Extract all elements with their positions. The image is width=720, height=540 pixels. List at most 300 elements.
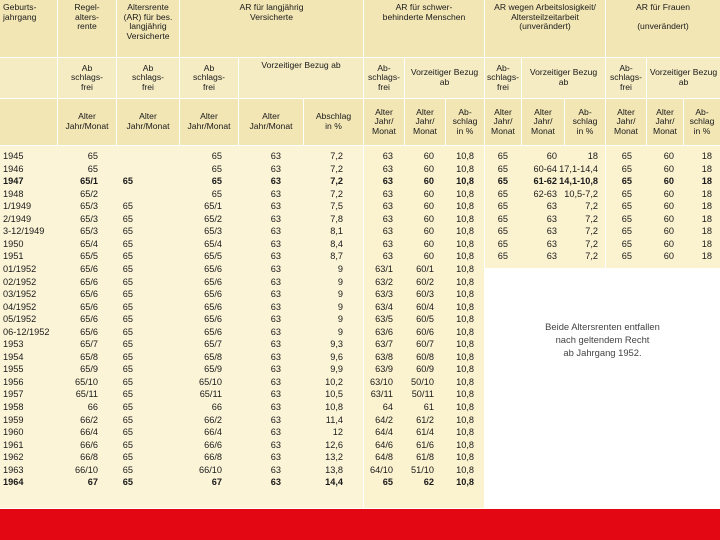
row-cell: 65 (497, 238, 508, 249)
row-cell: 63 (546, 238, 557, 249)
row-cell: 63 (382, 176, 393, 187)
row-cell: 65/5 (80, 251, 98, 262)
row-cell: 65 (382, 477, 393, 488)
row-cell: 65 (122, 364, 133, 375)
row-cell: 63 (270, 289, 281, 300)
row-cell: 65 (122, 452, 133, 463)
row-birth-year: 05/1952 (3, 314, 37, 325)
row-cell: 10,8 (456, 251, 474, 262)
row-cell: 60/8 (416, 351, 434, 362)
row-cell: 63 (546, 201, 557, 212)
row-cell: 8,4 (330, 238, 343, 249)
row-cell: 10,8 (456, 263, 474, 274)
row-cell: 61/8 (416, 452, 434, 463)
header-age: Alter Jahr/ Monat (405, 99, 445, 145)
row-cell: 10,8 (456, 326, 474, 337)
row-birth-year: 02/1952 (3, 276, 37, 287)
row-cell: 67 (87, 477, 98, 488)
row-cell: 60 (423, 201, 434, 212)
table-row (0, 238, 720, 251)
header-age: Alter Jahr/ Monat (606, 99, 646, 145)
row-cell: 65 (122, 414, 133, 425)
row-cell: 63 (270, 464, 281, 475)
table-row (0, 163, 720, 176)
row-cell: 63 (270, 439, 281, 450)
row-cell: 63/1 (375, 263, 393, 274)
row-cell: 65 (122, 389, 133, 400)
row-cell: 63/9 (375, 364, 393, 375)
row-cell: 65/8 (80, 351, 98, 362)
row-cell: 60/6 (416, 326, 434, 337)
row-cell: 65/1 (80, 176, 98, 187)
row-cell: 65/3 (80, 201, 98, 212)
row-cell: 61-62 (533, 176, 557, 187)
row-cell: 66/4 (204, 427, 222, 438)
row-cell: 10,8 (456, 339, 474, 350)
row-cell: 60-64 (533, 163, 557, 174)
row-cell: 65/6 (80, 263, 98, 274)
row-cell: 9 (337, 326, 343, 337)
row-cell: 18 (701, 213, 712, 224)
row-cell: 60 (423, 226, 434, 237)
row-cell: 65 (122, 176, 133, 187)
row-cell: 65/11 (75, 389, 98, 400)
header-special-long-insured: Altersrente (AR) für bes. langjährig Versicherte (117, 0, 179, 57)
row-cell: 65/1 (204, 201, 222, 212)
row-cell: 65/7 (80, 339, 98, 350)
row-birth-year: 1961 (3, 439, 24, 450)
row-cell: 65 (621, 151, 632, 161)
row-cell: 7,5 (330, 201, 343, 212)
row-cell: 18 (701, 201, 712, 212)
row-cell: 50/11 (411, 389, 434, 400)
row-cell: 62-63 (533, 188, 557, 199)
row-cell: 60 (663, 151, 674, 161)
row-cell: 50/10 (411, 376, 434, 387)
row-birth-year: 1960 (3, 427, 24, 438)
row-cell: 65 (122, 477, 133, 488)
row-cell: 65/6 (204, 276, 222, 287)
row-cell: 60 (663, 188, 674, 199)
row-cell: 65 (122, 263, 133, 274)
header-deduction-free: Ab- schlags- frei (364, 58, 404, 98)
row-cell: 63 (270, 389, 281, 400)
row-cell: 10,8 (456, 314, 474, 325)
row-cell: 8,1 (330, 226, 343, 237)
row-cell: 65/10 (199, 376, 222, 387)
row-cell: 63 (270, 326, 281, 337)
row-cell: 63 (382, 251, 393, 262)
row-cell: 65/11 (199, 389, 222, 400)
row-cell: 65 (122, 439, 133, 450)
row-cell: 66/10 (199, 464, 222, 475)
row-cell: 9 (337, 289, 343, 300)
row-birth-year: 1/1949 (3, 201, 32, 212)
row-cell: 7,2 (585, 251, 598, 262)
row-cell: 61/2 (416, 414, 434, 425)
row-cell: 65/6 (80, 276, 98, 287)
row-birth-year: 1956 (3, 376, 24, 387)
row-cell: 9 (337, 263, 343, 274)
row-cell: 65/8 (204, 351, 222, 362)
row-cell: 63/6 (375, 326, 393, 337)
row-cell: 61/6 (416, 439, 434, 450)
row-cell: 60/3 (416, 289, 434, 300)
row-cell: 66/6 (204, 439, 222, 450)
row-cell: 65/6 (204, 263, 222, 274)
row-birth-year: 1957 (3, 389, 24, 400)
row-cell: 60 (663, 238, 674, 249)
row-cell: 18 (587, 151, 598, 161)
row-cell: 60 (423, 151, 434, 161)
row-cell: 60 (663, 201, 674, 212)
row-cell: 60 (546, 151, 557, 161)
row-cell: 65 (211, 188, 222, 199)
row-cell: 65/6 (204, 326, 222, 337)
header-early-retirement: Vorzeitiger Bezug ab (405, 58, 484, 98)
row-cell: 60 (423, 188, 434, 199)
row-cell: 10,8 (456, 289, 474, 300)
row-cell: 18 (701, 251, 712, 262)
row-cell: 63 (546, 226, 557, 237)
row-cell: 63/10 (370, 376, 393, 387)
header-deduction-free: Ab- schlags- frei (485, 58, 521, 98)
row-cell: 64/6 (375, 439, 393, 450)
row-cell: 63 (382, 163, 393, 174)
header-deduction-percent: Ab- schlag in % (684, 99, 720, 145)
row-cell: 10,8 (456, 452, 474, 463)
row-cell: 63 (270, 263, 281, 274)
row-cell: 63 (270, 176, 281, 187)
row-cell: 65/3 (204, 226, 222, 237)
header-age: Alter Jahr/ Monat (522, 99, 564, 145)
row-cell: 65/6 (204, 289, 222, 300)
row-cell: 10,2 (325, 376, 343, 387)
row-cell: 65 (122, 339, 133, 350)
header-deduction-percent: Ab- schlag in % (565, 99, 605, 145)
header-blank (0, 99, 57, 145)
row-cell: 13,2 (325, 452, 343, 463)
row-cell: 63 (382, 188, 393, 199)
header-early-retirement: Vorzeitiger Bezug ab (522, 58, 605, 98)
row-cell: 7,2 (585, 238, 598, 249)
row-birth-year: 1958 (3, 402, 24, 412)
row-birth-year: 1959 (3, 414, 24, 425)
row-cell: 51/10 (411, 464, 434, 475)
row-cell: 10,8 (456, 364, 474, 375)
row-cell: 10,8 (456, 188, 474, 199)
row-cell: 65/6 (204, 301, 222, 312)
row-cell: 7,2 (330, 151, 343, 161)
row-cell: 65 (122, 301, 133, 312)
row-cell: 62 (423, 477, 434, 488)
header-age: Alter Jahr/Monat (117, 99, 179, 145)
row-cell: 65/6 (80, 301, 98, 312)
row-birth-year: 1950 (3, 238, 24, 249)
row-cell: 18 (701, 188, 712, 199)
row-cell: 9 (337, 276, 343, 287)
row-cell: 7,8 (330, 213, 343, 224)
row-cell: 66/2 (204, 414, 222, 425)
row-cell: 65 (621, 188, 632, 199)
row-cell: 64/2 (375, 414, 393, 425)
row-cell: 63 (270, 251, 281, 262)
row-cell: 63 (382, 226, 393, 237)
row-cell: 63 (270, 339, 281, 350)
row-cell: 10,8 (456, 276, 474, 287)
row-cell: 63 (270, 188, 281, 199)
row-birth-year: 3-12/1949 (3, 226, 45, 237)
row-cell: 64/4 (375, 427, 393, 438)
header-deduction-free: Ab- schlags- frei (606, 58, 646, 98)
row-cell: 65 (497, 201, 508, 212)
row-cell: 63/3 (375, 289, 393, 300)
row-cell: 10,8 (456, 402, 474, 412)
row-cell: 60/7 (416, 339, 434, 350)
header-severely-disabled: AR für schwer- behinderte Menschen (364, 0, 484, 57)
header-long-insured: AR für langjährig Versicherte (180, 0, 363, 57)
row-cell: 65 (122, 314, 133, 325)
row-cell: 65 (497, 188, 508, 199)
row-cell: 10,8 (456, 439, 474, 450)
row-cell: 67 (211, 477, 222, 488)
row-cell: 10,8 (456, 176, 474, 187)
row-cell: 60 (663, 213, 674, 224)
row-cell: 65 (211, 163, 222, 174)
row-cell: 66/6 (80, 439, 98, 450)
row-cell: 17,1-14,4 (559, 163, 598, 174)
row-cell: 18 (701, 226, 712, 237)
row-cell: 65/3 (80, 226, 98, 237)
row-birth-year: 2/1949 (3, 213, 32, 224)
row-cell: 9,3 (330, 339, 343, 350)
row-cell: 65 (621, 213, 632, 224)
row-cell: 65 (621, 226, 632, 237)
header-women: AR für Frauen (unverändert) (606, 0, 720, 57)
row-cell: 63/11 (370, 389, 393, 400)
row-cell: 60 (423, 238, 434, 249)
header-deduction-free: Ab schlags- frei (180, 58, 238, 98)
row-cell: 65 (122, 289, 133, 300)
row-cell: 63 (270, 151, 281, 161)
row-cell: 60 (663, 163, 674, 174)
row-cell: 65/6 (80, 314, 98, 325)
row-cell: 65 (122, 201, 133, 212)
row-cell: 66 (211, 402, 222, 412)
row-cell: 65 (122, 376, 133, 387)
row-cell: 65 (87, 163, 98, 174)
row-cell: 61/4 (416, 427, 434, 438)
row-cell: 18 (701, 163, 712, 174)
row-cell: 65 (497, 213, 508, 224)
row-cell: 65 (497, 176, 508, 187)
row-cell: 63 (270, 414, 281, 425)
row-cell: 8,7 (330, 251, 343, 262)
row-cell: 63 (270, 376, 281, 387)
row-cell: 65/9 (80, 364, 98, 375)
row-cell: 9 (337, 314, 343, 325)
row-cell: 65/6 (204, 314, 222, 325)
row-cell: 65 (122, 427, 133, 438)
row-birth-year: 1945 (3, 151, 24, 161)
table-row (0, 213, 720, 226)
header-deduction-free: Ab schlags- frei (58, 58, 116, 98)
row-birth-year: 01/1952 (3, 263, 37, 274)
row-cell: 7,2 (585, 213, 598, 224)
row-cell: 65/5 (204, 251, 222, 262)
row-cell: 64 (382, 402, 393, 412)
row-cell: 7,2 (330, 176, 343, 187)
row-birth-year: 04/1952 (3, 301, 37, 312)
header-birth-year: Geburts- jahrgang (0, 0, 57, 57)
note-box (484, 268, 720, 508)
row-birth-year: 1953 (3, 339, 24, 350)
header-age: Alter Jahr/ Monat (364, 99, 404, 145)
row-cell: 65 (122, 351, 133, 362)
row-cell: 65 (497, 251, 508, 262)
row-cell: 63 (270, 364, 281, 375)
row-birth-year: 1951 (3, 251, 24, 262)
row-cell: 65/6 (80, 326, 98, 337)
row-cell: 9,6 (330, 351, 343, 362)
row-cell: 63 (382, 151, 393, 161)
table-row (0, 188, 720, 201)
row-cell: 10,8 (456, 213, 474, 224)
row-cell: 65/3 (80, 213, 98, 224)
row-cell: 63/7 (375, 339, 393, 350)
row-birth-year: 1963 (3, 464, 24, 475)
row-cell: 65 (122, 226, 133, 237)
row-cell: 63 (270, 351, 281, 362)
row-cell: 65 (122, 276, 133, 287)
row-cell: 14,4 (325, 477, 343, 488)
row-cell: 10,8 (456, 163, 474, 174)
row-cell: 61 (423, 402, 434, 412)
row-cell: 65/6 (80, 289, 98, 300)
row-cell: 63 (270, 314, 281, 325)
table-row (0, 150, 720, 163)
row-cell: 65/4 (204, 238, 222, 249)
row-cell: 66/10 (75, 464, 98, 475)
row-cell: 63 (270, 201, 281, 212)
row-cell: 63/4 (375, 301, 393, 312)
accent-bar (0, 509, 720, 540)
row-cell: 7,2 (585, 226, 598, 237)
row-cell: 10,8 (456, 238, 474, 249)
row-cell: 63 (270, 238, 281, 249)
row-cell: 7,2 (330, 163, 343, 174)
row-cell: 60 (663, 176, 674, 187)
row-cell: 60/5 (416, 314, 434, 325)
row-cell: 63 (546, 251, 557, 262)
row-cell: 11,4 (325, 414, 343, 425)
row-cell: 10,8 (456, 226, 474, 237)
row-cell: 63 (382, 238, 393, 249)
header-deduction-percent: Abschlag in % (304, 99, 363, 145)
row-cell: 65 (122, 238, 133, 249)
row-cell: 63 (382, 213, 393, 224)
table-row (0, 200, 720, 213)
row-cell: 10,5-7,2 (564, 188, 598, 199)
header-age: Alter Jahr/ Monat (647, 99, 683, 145)
header-early-retirement: Vorzeitiger Bezug ab (647, 58, 720, 98)
row-cell: 13,8 (325, 464, 343, 475)
row-cell: 65 (497, 163, 508, 174)
row-cell: 7,2 (330, 188, 343, 199)
row-cell: 12,6 (325, 439, 343, 450)
table-row (0, 225, 720, 238)
row-birth-year: 1947 (3, 176, 24, 187)
row-cell: 63 (270, 276, 281, 287)
row-cell: 65 (122, 251, 133, 262)
row-cell: 66/8 (204, 452, 222, 463)
row-cell: 14,1-10,8 (559, 176, 598, 187)
header-regular-pension: Regel- alters- rente (58, 0, 116, 57)
row-cell: 18 (701, 151, 712, 161)
row-cell: 64/10 (370, 464, 393, 475)
row-cell: 63 (382, 201, 393, 212)
header-deduction-free: Ab schlags- frei (117, 58, 179, 98)
row-cell: 63 (270, 226, 281, 237)
row-cell: 60/4 (416, 301, 434, 312)
row-birth-year: 06-12/1952 (3, 326, 50, 337)
row-cell: 60 (423, 251, 434, 262)
row-cell: 65 (122, 402, 133, 412)
row-cell: 63 (270, 163, 281, 174)
row-cell: 63 (270, 452, 281, 463)
row-cell: 65/9 (204, 364, 222, 375)
row-cell: 10,8 (456, 414, 474, 425)
row-cell: 65/2 (80, 188, 98, 199)
row-cell: 18 (701, 176, 712, 187)
row-cell: 63 (270, 402, 281, 412)
header-deduction-percent: Ab- schlag in % (446, 99, 484, 145)
row-cell: 65 (621, 238, 632, 249)
row-cell: 65 (122, 464, 133, 475)
row-cell: 10,5 (325, 389, 343, 400)
row-cell: 66/8 (80, 452, 98, 463)
row-cell: 10,8 (456, 477, 474, 488)
row-cell: 10,8 (456, 151, 474, 161)
row-cell: 65 (211, 176, 222, 187)
row-cell: 65 (497, 226, 508, 237)
row-birth-year: 03/1952 (3, 289, 37, 300)
row-cell: 65/4 (80, 238, 98, 249)
row-cell: 65 (87, 151, 98, 161)
row-birth-year: 1962 (3, 452, 24, 463)
row-cell: 63 (546, 213, 557, 224)
row-cell: 10,8 (456, 427, 474, 438)
row-birth-year: 1948 (3, 188, 24, 199)
note-text: Beide Altersrenten entfallen nach geltendem Recht ab Jahrgang 1952. (545, 321, 660, 358)
row-cell: 65/10 (75, 376, 98, 387)
row-cell: 60/2 (416, 276, 434, 287)
row-cell: 10,8 (456, 201, 474, 212)
row-cell: 66/2 (80, 414, 98, 425)
row-cell: 63/2 (375, 276, 393, 287)
row-cell: 60 (423, 213, 434, 224)
row-cell: 63 (270, 301, 281, 312)
row-cell: 12 (332, 427, 343, 438)
row-cell: 63/8 (375, 351, 393, 362)
row-cell: 66 (87, 402, 98, 412)
row-cell: 60 (423, 176, 434, 187)
header-age: Alter Jahr/Monat (58, 99, 116, 145)
row-cell: 63/5 (375, 314, 393, 325)
row-cell: 65 (621, 176, 632, 187)
header-age: Alter Jahr/Monat (180, 99, 238, 145)
row-cell: 66/4 (80, 427, 98, 438)
